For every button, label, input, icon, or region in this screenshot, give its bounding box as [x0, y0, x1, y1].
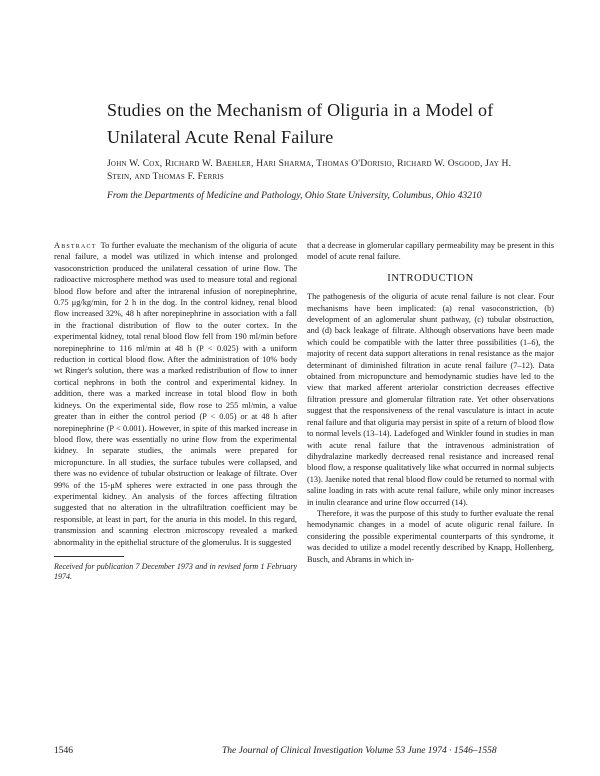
affiliation: From the Departments of Medicine and Pathology, Ohio State University, Columbus, Ohio 43210: [107, 190, 482, 201]
received-footnote: Received for publication 7 December 1973 and in revised form 1 February 1974.: [54, 561, 297, 582]
right-column: [307, 240, 554, 565]
intro-paragraph-1: The pathogenesis of the oliguria of acute renal failure is not clear. Four mechanisms have been implicated: (a) renal vasoconstriction, (b) development of an aglomerular shunt pathway, (c) tubular obstruction, and (d) back leakage of filtrate. Although observations have been made which could be compatible with the latter three possibilities (1–6), the majority of recent data support alterations in renal resistance as the major determinant of diminished filtration in acute renal failure (7–12). Data obtained from micropuncture and hemodynamic studies have led to the view that marked afferent arteriolar constriction decreases effective filtration pressure and glomerular filtration rate. Yet other observations suggest that the responsiveness of the renal vasculature is intact in acute renal failure and that oliguria may persist in spite of a return of blood flow to normal levels (13–14). Ladefoged and Winkler found in studies in man with acute renal failure that the intravenous administration of dihydralazine markedly decreased renal resistance and increased renal blood flow, a response qualitatively like what occurred in normal subjects (13). Jaenike noted that renal blood flow could be returned to normal with saline loading in rats with acute renal failure, while only minor increases in inulin clearance and urine flow occurred (14).: [307, 292, 554, 507]
introduction-heading: INTRODUCTION: [387, 272, 474, 284]
left-column: [54, 240, 297, 583]
intro-paragraph-2: Therefore, it was the purpose of this study to further evaluate the renal hemodynamic changes in a model of acute oliguric renal failure. In considering the possible experimental counterparts of this syndrome, it was decided to utilize a model recently described by Knapp, Hollenberg, Busch, and Abrams in which in-: [307, 508, 554, 564]
abstract-text: To further evaluate the mechanism of the oliguria of acute renal failure, a model was utilized in which intense and prolonged vasoconstriction produced the unilateral cessation of urine flow. The radioactive microsphere method was used to measure total and regional blood flow before and after the intrarenal infusion of norepinephrine, 0.75 μg/kg/min, for 2 h in the dog. In the control kidney, renal blood flow increased 32%, 48 h after norepinephrine in association with a fall in the fractional distribution of flow to the outer cortex. In the experimental kidney, total renal blood flow fell from 190 ml/min before norepinephrine to 116 ml/min at 48 h (P < 0.025) with a uniform reduction in cortical blood flow. After the administration of 10% body wt Ringer's solution, there was a marked redistribution of flow to inner cortical nephrons in both the control and experimental kidney. In addition, there was a marked increase in total blood flow in both kidneys. On the experimental side, flow rose to 255 ml/min, a value greater than in either the control period (P < 0.05) or at 48 h after norepinephrine (P < 0.001). However, in spite of this marked increase in blood flow, there was essentially no urine flow from the experimental kidney. In separate studies, the animals were prepared for micropuncture. In all studies, the surface tubules were collapsed, and there was no evidence of tubular obstruction or leakage of filtrate. Over 99% of the 15-μM spheres were extracted in one pass through the experimental kidney. An analysis of the forces affecting filtration suggested that no alteration in the ultrafiltration coefficient may be responsible, at least in part, for the anuria in this model. In this regard, transmission and scanning electron microscopy revealed a marked abnormality in the epithelial structure of the glomerulus. It is suggested: [54, 241, 297, 547]
author-list: John W. Cox, Richard W. Baehler, Hari Sharma, Thomas O'Dorisio, Richard W. Osgood, Jay H. Stein, and Thomas F. Ferris: [107, 158, 512, 182]
page-number: 1546: [54, 746, 73, 756]
abstract-continued: that a decrease in glomerular capillary permeability may be present in this model of acute renal failure.: [307, 241, 554, 262]
abstract-label: Abstract: [54, 241, 97, 250]
abstract: [54, 240, 297, 548]
footnote-rule: [54, 556, 124, 557]
journal-citation: The Journal of Clinical Investigation Volume 53 June 1974 · 1546–1558: [222, 746, 497, 756]
article-title: Studies on the Mechanism of Oliguria in a Model of Unilateral Acute Renal Failure: [107, 100, 494, 147]
